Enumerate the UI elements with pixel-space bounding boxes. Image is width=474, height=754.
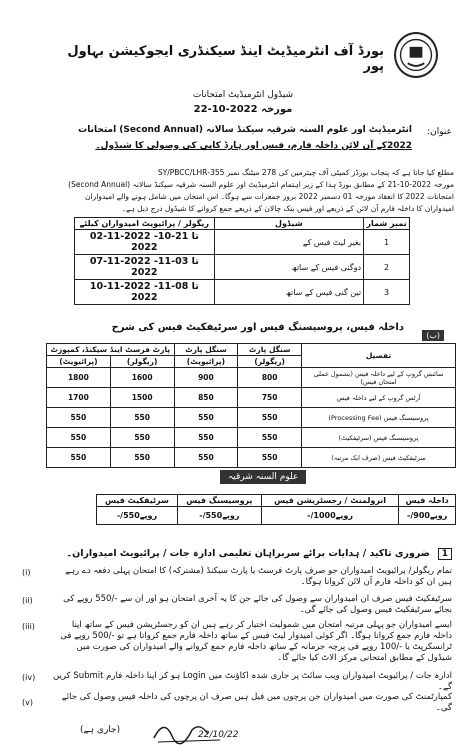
fee-cell: 550 — [110, 408, 174, 428]
note-text: سرٹیفکیٹ فیس صرف ان امیدواران سے وصول کی جائے جن کا یہ آخری امتحان ہو اور ان سے -/550 روپے کی بجائے سرٹیفکیٹ فیس وصول کی جائے گی۔ — [63, 594, 452, 615]
olum-value: -/900روپے — [399, 507, 456, 525]
fees-header-single: سنگل پارٹ — [238, 344, 302, 356]
fees-header-private: (پرائیویٹ) — [174, 356, 238, 368]
fee-cell: 1600 — [110, 368, 174, 388]
olum-fees-table — [96, 494, 456, 525]
fee-cell: 1800 — [47, 368, 111, 388]
schedule-desc: دوگنی فیس کے ساتھ — [214, 255, 363, 280]
note-num: (v) — [22, 698, 33, 707]
fees-header-regular: (ریگولر) — [238, 356, 302, 368]
fees-header-private: (پرائیویٹ) — [47, 356, 111, 368]
note-text: کمپارٹمنٹ کی صورت میں امیدواران جن پرچوں میں فیل ہیں صرف ان پرچوں کی داخلہ فیس وصول کی جائے گی۔ — [61, 692, 452, 713]
intro-line-4: امیدواران کا داخلہ فارم آن لائن کے ذریعے اور فیس بنک چالان کے ذریعے جمع کروانے کا شیڈول درج ذیل ہے۔ — [121, 204, 454, 213]
schedule-subtitle: شیڈول انٹرمیڈیٹ امتحانات — [192, 90, 294, 100]
schedule-no: 3 — [364, 280, 410, 305]
olum-header: داخلہ فیس — [399, 495, 456, 507]
continued-label: (جاری ہے) — [80, 725, 121, 735]
schedule-header-desc: شیڈول — [214, 218, 363, 230]
fees-header-detail: تفصیل — [302, 344, 456, 368]
schedule-no: 2 — [364, 255, 410, 280]
fees-header-regular: (ریگولر) — [110, 356, 174, 368]
table-row — [75, 255, 410, 280]
fee-desc: پروسیسنگ فیس (سرٹیفکیٹ) — [302, 428, 456, 448]
table-row — [47, 448, 456, 468]
table-row — [47, 388, 456, 408]
subject-line-1: انٹرمیڈیٹ اور علوم السنہ شرقیہ سیکنڈ سالانہ (Second Annual) امتحانات — [78, 125, 412, 135]
fee-cell: 800 — [238, 368, 302, 388]
note-text: ایسے امیدواران جو پہلی مرتبہ امتحان میں شمولیت اختیار کر رہے ہیں ان کو رجسٹریشن فیس کے ساتھ اپنا داخلہ فارم جمع کروانا ہوگا۔ اگر کوئی امیدوار لیٹ فیس کے ساتھ داخلہ فارم جمع کرواتا ہے تو -/500 روپے فی ٹرانسکرپٹ یا -/100 روپے فی پرچہ جرمانہ کے ساتھ داخلہ فارم جمع کروانے والے امیدواران کی صورت میں شیڈول کے مطابق امتحانی مرکز الاٹ کیا جائے گا۔ — [60, 620, 452, 663]
note-text: ادارہ جات / پرائیویٹ امیدواران ویب سائٹ پر جاری شدہ اکاؤنٹ میں Login ہو کر اپنا داخلہ فارم Submit کریں گے۔ — [53, 671, 452, 692]
olum-value: -/550روپے — [177, 507, 261, 525]
fee-desc: سائنس گروپ کے لیے داخلہ فیس (بشمول عملی امتحان فیس) — [302, 368, 456, 388]
fee-cell: 550 — [110, 448, 174, 468]
table-row — [97, 507, 456, 525]
fee-cell: 550 — [238, 408, 302, 428]
schedule-sep: تا — [191, 231, 199, 242]
fee-cell: 550 — [238, 448, 302, 468]
fee-cell: 550 — [47, 408, 111, 428]
fees-table — [46, 343, 456, 468]
fee-cell: 1500 — [110, 388, 174, 408]
olum-value: -/1000روپے — [261, 507, 399, 525]
subject-line-2: 2022کے آن لائن داخلہ فارم، فیس اور ہارڈ کاپی کی وصولی کا شیڈول۔ — [95, 141, 412, 151]
schedule-desc: بغیر لیٹ فیس کے — [214, 230, 363, 255]
schedule-sep: تا — [191, 256, 199, 267]
fee-desc: سرٹیفکیٹ فیس (صرف ایک مرتبہ) — [302, 448, 456, 468]
schedule-sep: تا — [191, 281, 199, 292]
olum-header: سرٹیفکیٹ فیس — [97, 495, 178, 507]
schedule-to: 07-11-2022 — [89, 256, 151, 267]
fee-cell: 550 — [174, 428, 238, 448]
fee-cell: 750 — [238, 388, 302, 408]
fee-cell: 850 — [174, 388, 238, 408]
fee-cell: 550 — [47, 448, 111, 468]
schedule-header-no: نمبر شمار — [364, 218, 410, 230]
olum-header: پروسیسنگ فیس — [177, 495, 261, 507]
schedule-header-dates: ریگولر / پرائیویٹ امیدواران کیلئے — [75, 218, 215, 230]
schedule-to: 02-11-2022 — [89, 231, 151, 242]
notes-heading: ضروری تاکید / ہدایات برائے سربراہان تعلیمی ادارہ جات / پرائیویٹ امیدواران۔ — [66, 548, 430, 559]
fees-header-part: پارٹ فرسٹ اینڈ سیکنڈ، کمپوزٹ — [47, 344, 175, 356]
fee-desc: آرٹس گروپ کے لیے داخلہ فیس — [302, 388, 456, 408]
schedule-desc: تین گنی فیس کے ساتھ — [214, 280, 363, 305]
intro-line-2: مورخہ 2022-10-21 کے مطابق بورڈ ہذا کے زیر اہتمام انٹرمیڈیٹ اور علوم السنہ شرقیہ سیکنڈ سالانہ (Second Annual) — [68, 180, 454, 189]
schedule-no: 1 — [364, 230, 410, 255]
note-num: (iv) — [22, 673, 36, 682]
table-row — [47, 428, 456, 448]
board-name: بورڈ آف انٹرمیڈیٹ اینڈ سیکنڈری ایجوکیشن بہاول پور — [67, 44, 384, 74]
table-row — [75, 280, 410, 305]
fee-cell: 550 — [110, 428, 174, 448]
notes-heading-number: 1 — [438, 548, 452, 560]
fee-cell: 1700 — [47, 388, 111, 408]
note-text: تمام ریگولر/ پرائیویٹ امیدواران جو صرف پارٹ فرسٹ یا پارٹ سیکنڈ (مشترکہ) کا امتحان پہلی دفعہ دے رہے ہیں ان کو داخلہ فارم آن لائن کروانا ہوگا۔ — [65, 566, 452, 587]
table-row — [47, 368, 456, 388]
note-num: (i) — [22, 568, 31, 577]
signature-date: 22/10/22 — [198, 730, 239, 740]
table-row — [75, 230, 410, 255]
fees-section-title: داخلہ فیس، پروسیسنگ فیس اور سرٹیفکیٹ فیس کی شرح — [111, 322, 404, 333]
note-num: (ii) — [22, 596, 33, 605]
fee-cell: 550 — [47, 428, 111, 448]
olum-value: -/550روپے — [97, 507, 178, 525]
table-row — [47, 408, 456, 428]
fee-cell: 550 — [174, 448, 238, 468]
schedule-table — [74, 217, 410, 305]
fee-cell: 550 — [174, 408, 238, 428]
fee-cell: 900 — [174, 368, 238, 388]
note-num: (iii) — [22, 622, 35, 631]
schedule-from: 08-11-2022 — [131, 281, 189, 303]
fees-header-single-2: سنگل پارٹ — [174, 344, 238, 356]
olum-header: انرولمنٹ / رجسٹریشن فیس — [261, 495, 399, 507]
intro-line-1: مطلع کیا جاتا ہے کہ پنجاب بورڈز کمیٹی آف چیئرمین کی 278 میٹنگ نمبر 355-SY/PBCC/LHR — [157, 168, 454, 177]
fee-cell: 550 — [238, 428, 302, 448]
header-date: مورخہ 2022-10-22 — [193, 104, 293, 115]
fee-desc: پروسیسنگ فیس (Processing Fee) — [302, 408, 456, 428]
intro-line-3: امتحانات 2022 کا انعقاد مورخہ 01 دسمبر 2022 بروز جمعرات سے ہوگا۔ اس امتحان میں شامل ہونے والے امیدواران — [85, 192, 454, 201]
olum-section-tag: علوم السنہ شرقیہ — [220, 470, 306, 484]
schedule-from: 03-11-2022 — [131, 256, 189, 278]
subject-label: عنوان: — [427, 127, 452, 137]
fees-section-tag: (ب) — [422, 323, 444, 342]
schedule-from: 21-10-2022 — [131, 231, 189, 253]
schedule-to: 10-11-2022 — [89, 281, 151, 292]
board-logo — [394, 32, 438, 78]
